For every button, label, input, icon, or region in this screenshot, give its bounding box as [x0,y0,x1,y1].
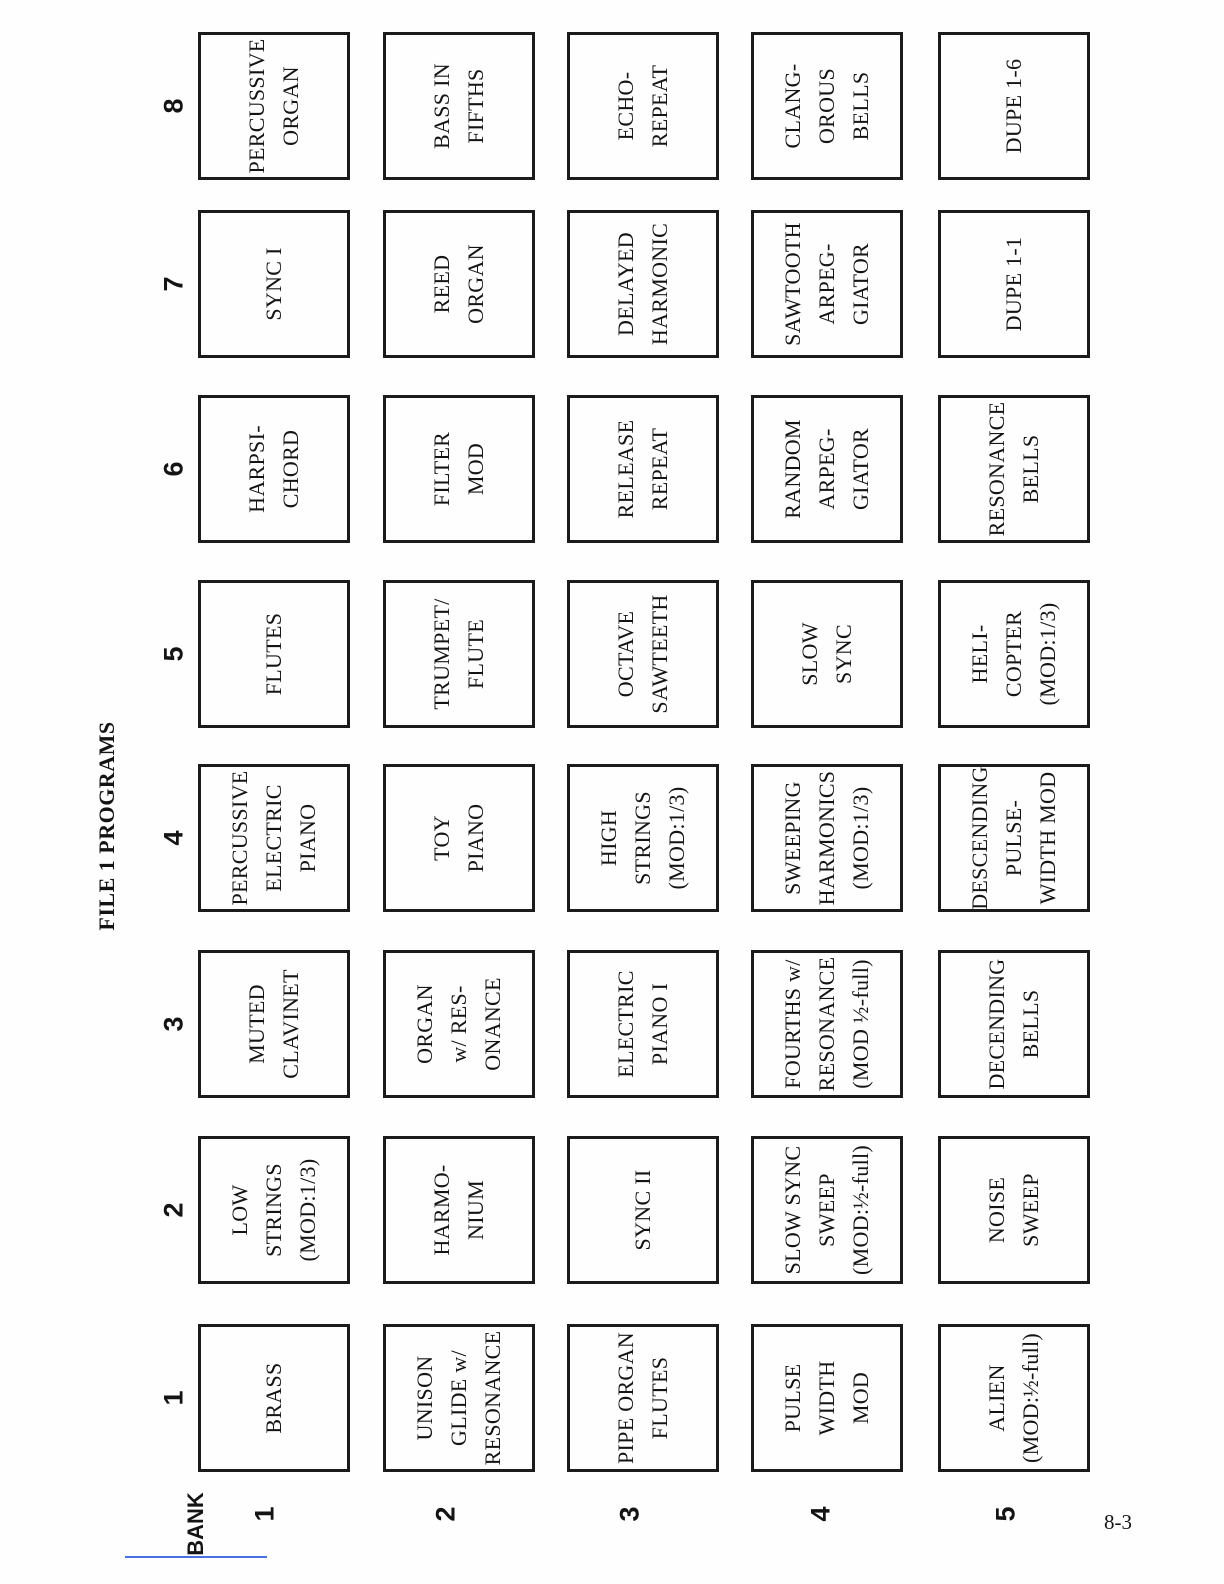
program-box-bank1-program5 [198,580,350,728]
program-name-line: ORGAN [463,244,488,324]
program-name [203,583,345,725]
program-name-line: HARMONICS [814,770,839,906]
program-name-line: REPEAT [647,427,672,511]
program-name-line: ORGAN [412,984,437,1064]
program-name-line: CLANG- [780,63,805,149]
program-name [572,35,714,177]
program-name [943,767,1085,909]
program-name-line: CHORD [278,429,303,509]
program-number-label: 8 [158,98,189,114]
program-name-line: SAWTEETH [647,594,672,714]
program-name-line: BRASS [261,1362,286,1434]
program-name [943,398,1085,540]
program-name-line: GIATOR [848,242,873,326]
program-name-line: HARPSI- [244,425,269,513]
bank-number-label: 3 [614,1506,645,1522]
program-box-bank3-program3 [567,950,719,1098]
program-name-line: RESONANCE [814,956,839,1092]
program-name-line: FIFTHS [463,68,488,144]
program-name-line: OCTAVE [613,610,638,698]
program-name-line: REED [429,254,454,314]
program-name-line: FOURTHS w/ [780,959,805,1089]
program-name-line: RESONANCE [984,401,1009,537]
program-name-line: REPEAT [647,64,672,148]
program-name [756,398,898,540]
program-name-line: DESCENDING [967,766,992,910]
program-box-bank4-program7 [751,210,903,358]
program-box-bank5-program4 [938,764,1090,912]
scan-artifact-line [125,1556,267,1558]
program-name-line: SWEEPING [780,781,805,895]
program-box-bank2-program6 [383,395,535,543]
program-name-line: STRINGS [630,791,655,885]
page-number: 8-3 [1104,1510,1132,1534]
program-box-bank2-program7 [383,210,535,358]
program-box-bank1-program4 [198,764,350,912]
program-name-line: FLUTES [261,612,286,696]
program-box-bank1-program6 [198,395,350,543]
program-box-bank2-program2 [383,1136,535,1284]
program-box-bank5-program7 [938,210,1090,358]
program-box-bank3-program5 [567,580,719,728]
program-name-line: BELLS [1018,434,1043,504]
program-name-line: UNISON [412,1355,437,1441]
bank-number-label: 4 [805,1506,836,1522]
program-box-bank1-program8 [198,32,350,180]
program-name [756,1139,898,1281]
program-name-line: GLIDE w/ [446,1350,471,1446]
program-name [756,583,898,725]
program-name-line: ARPEG- [814,428,839,510]
program-box-bank3-program7 [567,210,719,358]
program-box-bank1-program3 [198,950,350,1098]
program-box-bank4-program3 [751,950,903,1098]
program-name-line: TRUMPET/ [429,598,454,710]
program-number-label: 6 [158,461,189,477]
program-name-line: ELECTRIC [261,784,286,892]
program-box-bank5-program5 [938,580,1090,728]
program-name-line: ONANCE [480,977,505,1071]
program-number-label: 5 [158,646,189,662]
program-name [943,1327,1085,1469]
program-name-line: OROUS [814,67,839,145]
program-box-bank5-program8 [938,32,1090,180]
program-name-line: WIDTH MOD [1035,771,1060,905]
program-name-line: HARMO- [429,1164,454,1256]
program-name [388,35,530,177]
program-name [572,213,714,355]
program-name-line: SYNC I [261,247,286,321]
program-name-line: FILTER [429,431,454,507]
program-name-line: MUTED [244,984,269,1064]
program-box-bank4-program8 [751,32,903,180]
bank-number-label: 5 [990,1506,1021,1522]
program-name [943,583,1085,725]
program-box-bank5-program3 [938,950,1090,1098]
program-name-line: SLOW [797,622,822,686]
program-name-line: PIPE ORGAN [613,1332,638,1464]
program-name [572,953,714,1095]
program-box-bank1-program1 [198,1324,350,1472]
program-name [388,213,530,355]
program-name-line: ARPEG- [814,243,839,325]
bank-label: BANK [183,1492,208,1556]
program-name [572,1327,714,1469]
program-name-line: PIANO [463,803,488,873]
program-name-line: (MOD:½-full) [848,1144,873,1276]
program-box-bank3-program2 [567,1136,719,1284]
program-name-line: NOISE [984,1176,1009,1244]
program-name-line: NIUM [463,1180,488,1240]
program-name [943,213,1085,355]
program-name [203,213,345,355]
program-name-line: CLAVINET [278,969,303,1079]
program-name-line: HELI- [967,624,992,684]
program-number-label: 2 [158,1202,189,1218]
program-name [203,1327,345,1469]
program-box-bank2-program4 [383,764,535,912]
program-name-line: DUPE 1-1 [1001,236,1026,332]
program-name-line: TOY [429,815,454,861]
program-name-line: w/ RES- [446,985,471,1063]
program-name-line: MOD [463,442,488,496]
program-name-line: FLUTES [647,1356,672,1440]
program-name-line: HIGH [596,809,621,867]
program-name-line: ELECTRIC [613,970,638,1078]
program-box-bank4-program1 [751,1324,903,1472]
program-name-line: (MOD ½-full) [848,959,873,1089]
program-name [943,953,1085,1095]
program-box-bank4-program5 [751,580,903,728]
program-name [756,1327,898,1469]
program-name [203,767,345,909]
bank-number-label: 2 [430,1506,461,1522]
program-name-line: PERCUSSIVE [244,38,269,174]
program-box-bank2-program5 [383,580,535,728]
program-name-line: ALIEN [984,1364,1009,1432]
program-name-line: SLOW SYNC [780,1145,805,1275]
program-name [756,767,898,909]
program-name-line: DUPE 1-6 [1001,58,1026,154]
program-name-line: SAWTOOTH [780,222,805,346]
program-name [203,398,345,540]
program-name [388,767,530,909]
program-name [756,35,898,177]
program-name-line: PIANO I [647,982,672,1066]
program-name [943,35,1085,177]
program-name-line: DECENDING [984,958,1009,1090]
program-box-bank5-program2 [938,1136,1090,1284]
program-name-line: WIDTH [814,1360,839,1436]
program-name [572,767,714,909]
program-name-line: SWEEP [814,1173,839,1247]
program-name [203,953,345,1095]
bank-number-label: 1 [249,1506,280,1522]
program-box-bank4-program6 [751,395,903,543]
program-name-line: SYNC II [630,1169,655,1251]
program-name-line: PERCUSSIVE [227,770,252,906]
program-box-bank4-program4 [751,764,903,912]
program-name [388,583,530,725]
program-name-line: COPTER [1001,610,1026,698]
program-box-bank1-program2 [198,1136,350,1284]
program-box-bank2-program1 [383,1324,535,1472]
program-name-line: LOW [227,1184,252,1236]
program-box-bank3-program1 [567,1324,719,1472]
program-name-line: HARMONIC [647,222,672,346]
program-name-line: ECHO- [613,71,638,141]
program-box-bank1-program7 [198,210,350,358]
program-name [572,583,714,725]
program-name-line: BELLS [848,71,873,141]
program-name [203,1139,345,1281]
program-name [388,1327,530,1469]
program-box-bank2-program3 [383,950,535,1098]
program-name-line: SYNC [831,624,856,684]
program-name-line: GIATOR [848,427,873,511]
page-title: FILE 1 PROGRAMS [94,721,119,931]
program-name-line: MOD [848,1371,873,1425]
program-name-line: RESONANCE [480,1330,505,1466]
program-name [572,398,714,540]
program-number-label: 1 [158,1390,189,1406]
program-name-line: (MOD:1/3) [664,786,689,890]
program-number-label: 3 [158,1016,189,1032]
program-box-bank3-program8 [567,32,719,180]
program-name-line: ORGAN [278,66,303,146]
program-name [388,953,530,1095]
program-name-line: (MOD:1/3) [848,786,873,890]
program-name-line: DELAYED [613,232,638,336]
program-name-line: PULSE [780,1363,805,1433]
program-name-line: (MOD:1/3) [295,1158,320,1262]
program-name-line: (MOD:1/3) [1035,602,1060,706]
program-box-bank3-program6 [567,395,719,543]
program-name-line: BELLS [1018,989,1043,1059]
program-box-bank5-program6 [938,395,1090,543]
program-box-bank4-program2 [751,1136,903,1284]
program-name [572,1139,714,1281]
program-name-line: (MOD:½-full) [1018,1332,1043,1464]
program-name [203,35,345,177]
program-name-line: RANDOM [780,419,805,519]
program-number-label: 7 [158,276,189,292]
program-name-line: BASS IN [429,63,454,149]
program-box-bank5-program1 [938,1324,1090,1472]
program-name [756,953,898,1095]
program-name-line: PULSE- [1001,799,1026,877]
program-name-line: SWEEP [1018,1173,1043,1247]
program-name [943,1139,1085,1281]
program-name-line: FLUTE [463,619,488,689]
program-box-bank2-program8 [383,32,535,180]
program-number-label: 4 [158,830,189,846]
program-box-bank3-program4 [567,764,719,912]
program-name-line: RELEASE [613,419,638,519]
program-name-line: STRINGS [261,1163,286,1257]
program-name [756,213,898,355]
program-name-line: PIANO [295,803,320,873]
program-name [388,398,530,540]
program-name [388,1139,530,1281]
